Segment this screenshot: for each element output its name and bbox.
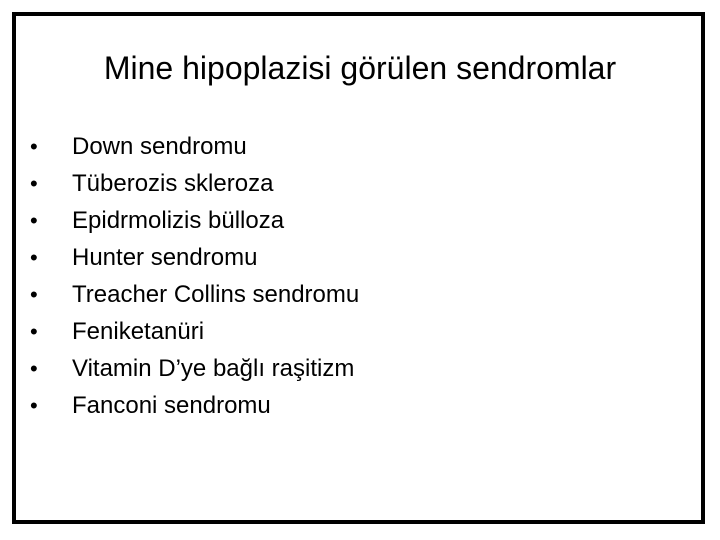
list-item-text: Treacher Collins sendromu xyxy=(72,280,360,308)
list-item xyxy=(30,313,359,350)
list-item xyxy=(30,128,359,165)
bullet-icon: • xyxy=(30,392,38,418)
list-item-text: Tüberozis skleroza xyxy=(72,169,274,197)
list-item-text: Feniketanüri xyxy=(72,317,205,345)
bullet-list xyxy=(30,128,359,424)
list-item-text: Vitamin D’ye bağlı raşitizm xyxy=(72,354,355,382)
bullet-icon: • xyxy=(30,244,38,270)
bullet-icon: • xyxy=(30,281,38,307)
list-item xyxy=(30,350,359,387)
list-item xyxy=(30,387,359,424)
list-item xyxy=(30,202,359,239)
slide-title: Mine hipoplazisi görülen sendromlar xyxy=(103,50,617,86)
bullet-icon: • xyxy=(30,133,38,159)
list-item-text: Epidrmolizis bülloza xyxy=(72,206,285,234)
list-item-text: Down sendromu xyxy=(72,132,247,160)
bullet-icon: • xyxy=(30,318,38,344)
list-item xyxy=(30,276,359,313)
list-item-text: Hunter sendromu xyxy=(72,243,258,271)
list-item-text: Fanconi sendromu xyxy=(72,391,271,419)
bullet-icon: • xyxy=(30,170,38,196)
bullet-icon: • xyxy=(30,207,38,233)
list-item xyxy=(30,165,359,202)
bullet-icon: • xyxy=(30,355,38,381)
list-item xyxy=(30,239,359,276)
